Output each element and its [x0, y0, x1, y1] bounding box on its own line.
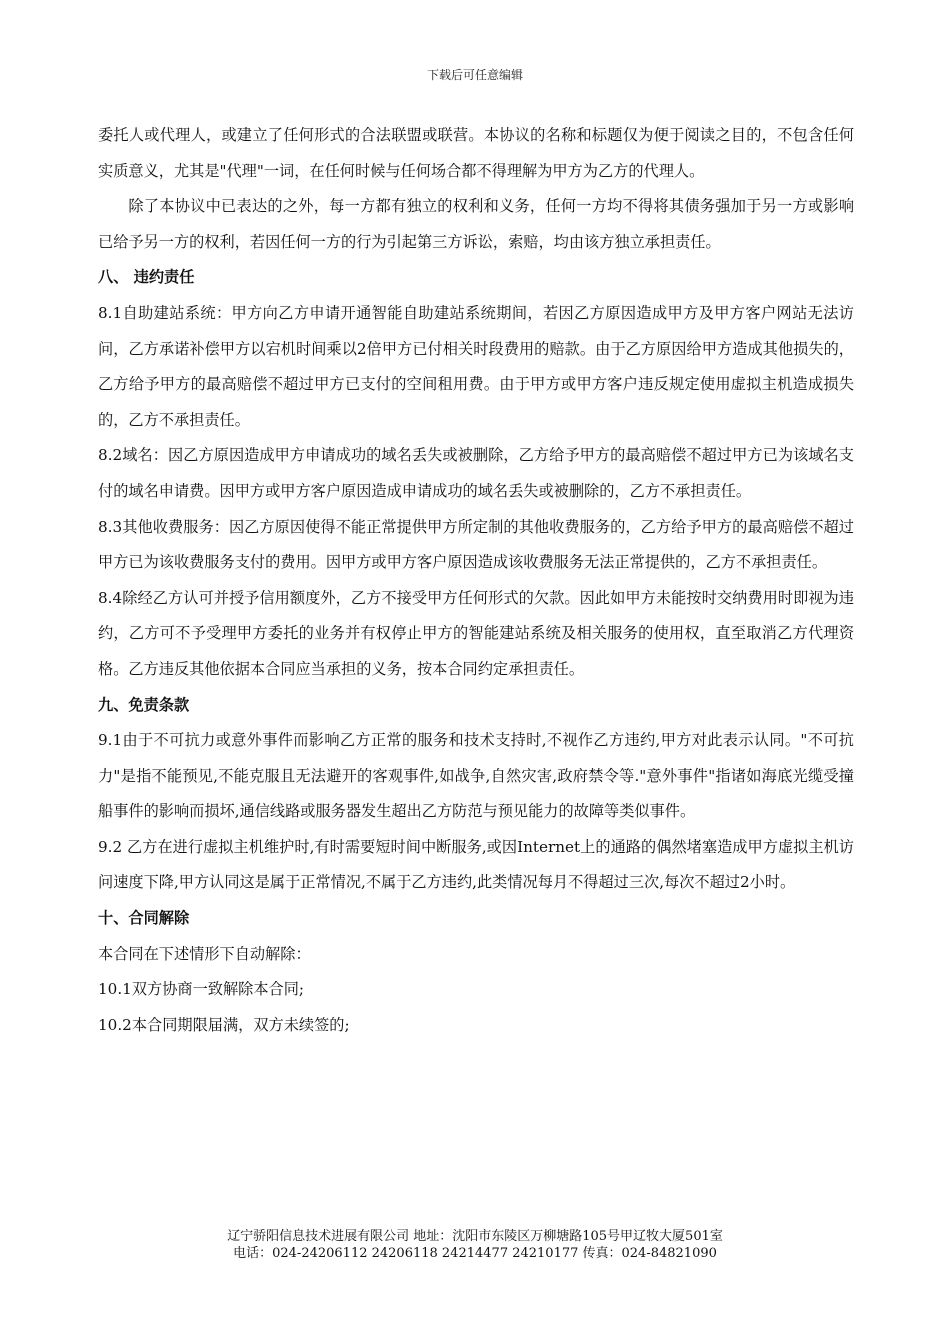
footer	[0, 1228, 950, 1262]
footer-address: 辽宁骄阳信息技术进展有限公司 地址：沈阳市东陵区万柳塘路105号甲辽牧大厦501室	[227, 1229, 723, 1244]
footer-contact: 电话：024-24206112 24206118 24214477 24210177 传真：024-84821090	[233, 1246, 717, 1261]
section-heading-8: 八、 违约责任	[98, 268, 195, 287]
section-heading-9: 九、免责条款	[98, 695, 190, 714]
section-heading-10: 十、合同解除	[98, 909, 190, 928]
clause-8-4: 8.4除经乙方认可并授予信用额度外，乙方不接受甲方任何形式的欠款。因此如甲方未能按时交纳费用时即视为违约，乙方可不予受理甲方委托的业务并有权停止甲方的智能建站系统及相关服务的使用权，直至取消乙方代理资格。乙方违反其他依据本合同应当承担的义务，按本合同约定承担责任。	[98, 588, 854, 678]
clause-10-intro: 本合同在下述情形下自动解除：	[98, 944, 311, 963]
clause-10-1: 10.1双方协商一致解除本合同;	[98, 980, 304, 999]
clause-8-3: 8.3其他收费服务：因乙方原因使得不能正常提供甲方所定制的其他收费服务的，乙方给予甲方的最高赔偿不超过甲方已为该收费服务支付的费用。因甲方或甲方客户原因造成该收费服务无法正常提供的，乙方不承担责任。	[98, 517, 854, 572]
clause-8-1: 8.1自助建站系统：甲方向乙方申请开通智能自助建站系统期间，若因乙方原因造成甲方及甲方客户网站无法访问，乙方承诺补偿甲方以宕机时间乘以2倍甲方已付相关时段费用的赔款。由于乙方原因给甲方造成其他损失的，乙方给予甲方的最高赔偿不超过甲方已支付的空间租用费。由于甲方或甲方客户违反规定使用虚拟主机造成损失的，乙方不承担责任。	[98, 303, 854, 429]
document-body	[98, 118, 854, 1043]
clause-10-2: 10.2本合同期限届满，双方未续签的;	[98, 1015, 350, 1034]
clause-9-2: 9.2 乙方在进行虚拟主机维护时,有时需要短时间中断服务,或因Internet上的通路的偶然堵塞造成甲方虚拟主机访问速度下降,甲方认同这是属于正常情况,不属于乙方违约,此类情况每月不得超过三次,每次不超过2小时。	[98, 837, 854, 892]
header-note: 下载后可任意编辑	[426, 68, 523, 82]
paragraph: 除了本协议中已表达的之外，每一方都有独立的权利和义务，任何一方均不得将其债务强加于另一方或影响已给予另一方的权利，若因任何一方的行为引起第三方诉讼，索赔，均由该方独立承担责任。	[98, 197, 854, 251]
clause-8-2: 8.2域名：因乙方原因造成甲方申请成功的域名丢失或被删除，乙方给予甲方的最高赔偿不超过甲方已为该域名支付的域名申请费。因甲方或甲方客户原因造成申请成功的域名丢失或被删除的，乙方不承担责任。	[98, 446, 854, 500]
paragraph: 委托人或代理人，或建立了任何形式的合法联盟或联营。本协议的名称和标题仅为便于阅读之目的，不包含任何实质意义，尤其是"代理"一词，在任何时候与任何场合都不得理解为甲方为乙方的代理人。	[98, 126, 854, 180]
clause-9-1: 9.1由于不可抗力或意外事件而影响乙方正常的服务和技术支持时,不视作乙方违约,甲方对此表示认同。"不可抗力"是指不能预见,不能克服且无法避开的客观事件,如战争,自然灾害,政府禁令等."意外事件"指诸如海底光缆受撞船事件的影响而损坏,通信线路或服务器发生超出乙方防范与预见能力的故障等类似事件。	[98, 731, 854, 821]
